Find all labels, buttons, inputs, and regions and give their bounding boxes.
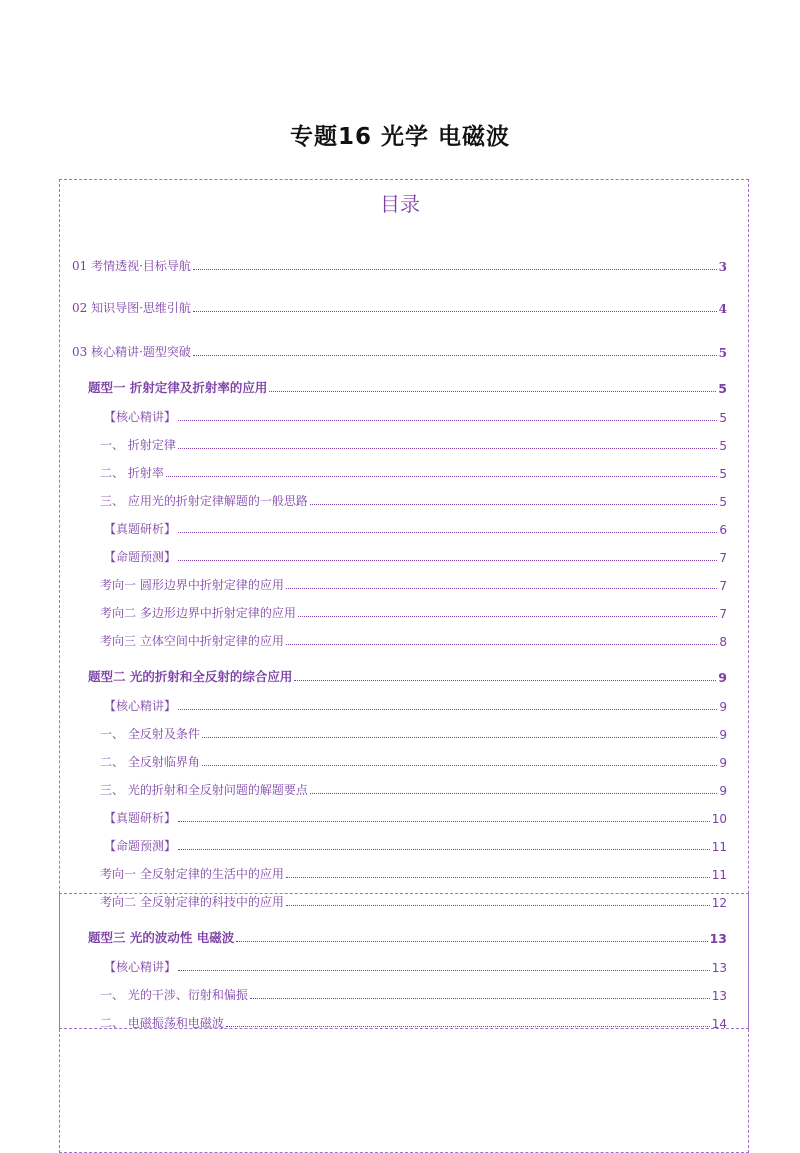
dot-leader	[202, 765, 718, 766]
toc-entry-page: 10	[711, 812, 727, 826]
toc-entry[interactable]	[100, 780, 727, 798]
toc-entry-page: 9	[719, 700, 727, 714]
toc-entry-label: 二、 全反射临界角	[100, 755, 200, 769]
document-title: 专题16 光学 电磁波	[289, 124, 511, 150]
toc-entry[interactable]	[104, 696, 727, 714]
toc-entry-label: 【核心精讲】	[104, 960, 177, 974]
toc-entry-label: 一、 折射定律	[100, 438, 176, 452]
dot-leader	[310, 504, 718, 505]
toc-entry-label: 【真题研析】	[104, 811, 177, 825]
toc-entry[interactable]	[72, 342, 727, 360]
toc-entry-label: 考向一 圆形边界中折射定律的应用	[100, 578, 284, 592]
dot-leader	[178, 532, 717, 533]
toc-entry-label: 三、 应用光的折射定律解题的一般思路	[100, 494, 308, 508]
toc-entry[interactable]	[104, 808, 727, 826]
toc-entry-label: 【核心精讲】	[104, 410, 177, 424]
toc-entry-page: 11	[711, 868, 727, 882]
toc-entry-label: 一、 全反射及条件	[100, 727, 200, 741]
toc-entry-page: 8	[719, 635, 727, 649]
dot-leader	[193, 269, 717, 270]
toc-entry[interactable]	[100, 864, 727, 882]
toc-entry-page: 5	[719, 439, 727, 453]
toc-entry-label: 01 考情透视·目标导航	[72, 259, 191, 273]
dot-leader	[193, 311, 717, 312]
toc-entry[interactable]	[100, 985, 727, 1003]
toc-entry[interactable]	[104, 836, 727, 854]
toc-entry-label: 【真题研析】	[104, 522, 177, 536]
toc-entry[interactable]	[100, 752, 727, 770]
toc-entry-page: 5	[718, 381, 727, 396]
toc-entry-label: 考向三 立体空间中折射定律的应用	[100, 634, 284, 648]
dot-leader	[310, 793, 718, 794]
dot-leader	[166, 476, 718, 477]
toc-heading: 目录	[380, 192, 420, 216]
toc-entry-page: 14	[711, 1017, 727, 1031]
toc-entry[interactable]	[72, 298, 727, 316]
toc-entry-page: 4	[718, 302, 727, 316]
toc-entry-label: 二、 折射率	[100, 466, 164, 480]
toc-entry-label: 03 核心精讲·题型突破	[72, 345, 191, 359]
dot-leader	[269, 391, 716, 392]
dot-leader	[193, 355, 717, 356]
toc-entry[interactable]	[104, 957, 727, 975]
toc-entry-page: 11	[711, 840, 727, 854]
toc-entry-page: 5	[718, 346, 727, 360]
toc-entry-page: 7	[719, 579, 727, 593]
toc-entry-page: 13	[711, 961, 727, 975]
toc-entry-page: 9	[719, 784, 727, 798]
toc-entry-label: 题型三 光的波动性 电磁波	[88, 930, 235, 945]
toc-entry-label: 一、 光的干涉、衍射和偏振	[100, 988, 248, 1002]
toc-entry[interactable]	[100, 1013, 727, 1031]
dot-leader	[178, 970, 710, 971]
toc-entry-label: 02 知识导图·思维引航	[72, 301, 191, 315]
dot-leader	[178, 709, 717, 710]
toc-entry[interactable]	[104, 547, 727, 565]
toc-entry[interactable]	[100, 435, 727, 453]
toc-entry[interactable]	[100, 892, 727, 910]
dot-leader	[286, 588, 718, 589]
toc-entry-page: 9	[719, 728, 727, 742]
dot-leader	[178, 420, 717, 421]
toc-entry[interactable]	[100, 491, 727, 509]
dot-leader	[294, 680, 716, 681]
toc-entry-page: 9	[718, 670, 727, 685]
toc-entry-label: 题型一 折射定律及折射率的应用	[88, 380, 268, 395]
toc-entry-label: 考向一 全反射定律的生活中的应用	[100, 867, 284, 881]
toc-entry-page: 9	[719, 756, 727, 770]
toc-entry[interactable]	[100, 463, 727, 481]
dot-leader	[178, 560, 717, 561]
toc-entry-label: 考向二 全反射定律的科技中的应用	[100, 895, 284, 909]
toc-entry-page: 13	[709, 931, 727, 946]
dot-leader	[286, 877, 710, 878]
dot-leader	[236, 941, 707, 942]
toc-entry[interactable]	[88, 928, 727, 946]
dot-leader	[298, 616, 718, 617]
dot-leader	[178, 849, 710, 850]
toc-entry[interactable]	[100, 631, 727, 649]
toc-entry-label: 【命题预测】	[104, 839, 177, 853]
toc-entry-label: 考向二 多边形边界中折射定律的应用	[100, 606, 296, 620]
dot-leader	[178, 821, 710, 822]
toc-entry[interactable]	[100, 575, 727, 593]
toc-entry[interactable]	[72, 256, 727, 274]
toc-entry-label: 题型二 光的折射和全反射的综合应用	[88, 669, 293, 684]
toc-entry-page: 6	[719, 523, 727, 537]
toc-entry-page: 5	[719, 495, 727, 509]
toc-entry[interactable]	[100, 724, 727, 742]
toc-entry[interactable]	[88, 378, 727, 396]
dot-leader	[226, 1026, 710, 1027]
toc-entry-page: 5	[719, 467, 727, 481]
toc-entry-label: 【核心精讲】	[104, 699, 177, 713]
dot-leader	[178, 448, 718, 449]
toc-entry[interactable]	[104, 519, 727, 537]
toc-entry-page: 13	[711, 989, 727, 1003]
dot-leader	[250, 998, 710, 999]
dot-leader	[286, 644, 718, 645]
toc-entry-page: 7	[719, 551, 727, 565]
toc-entry-label: 三、 光的折射和全反射问题的解题要点	[100, 783, 308, 797]
dot-leader	[286, 905, 710, 906]
toc-entry[interactable]	[88, 667, 727, 685]
toc-entry-page: 7	[719, 607, 727, 621]
toc-entry-page: 5	[719, 411, 727, 425]
toc-entry-label: 【命题预测】	[104, 550, 177, 564]
toc-entry[interactable]	[100, 603, 727, 621]
toc-entry[interactable]	[104, 407, 727, 425]
toc-entry-page: 3	[718, 260, 727, 274]
dot-leader	[202, 737, 718, 738]
toc-entry-label: 二、 电磁振荡和电磁波	[100, 1016, 224, 1030]
toc-entry-page: 12	[711, 896, 727, 910]
